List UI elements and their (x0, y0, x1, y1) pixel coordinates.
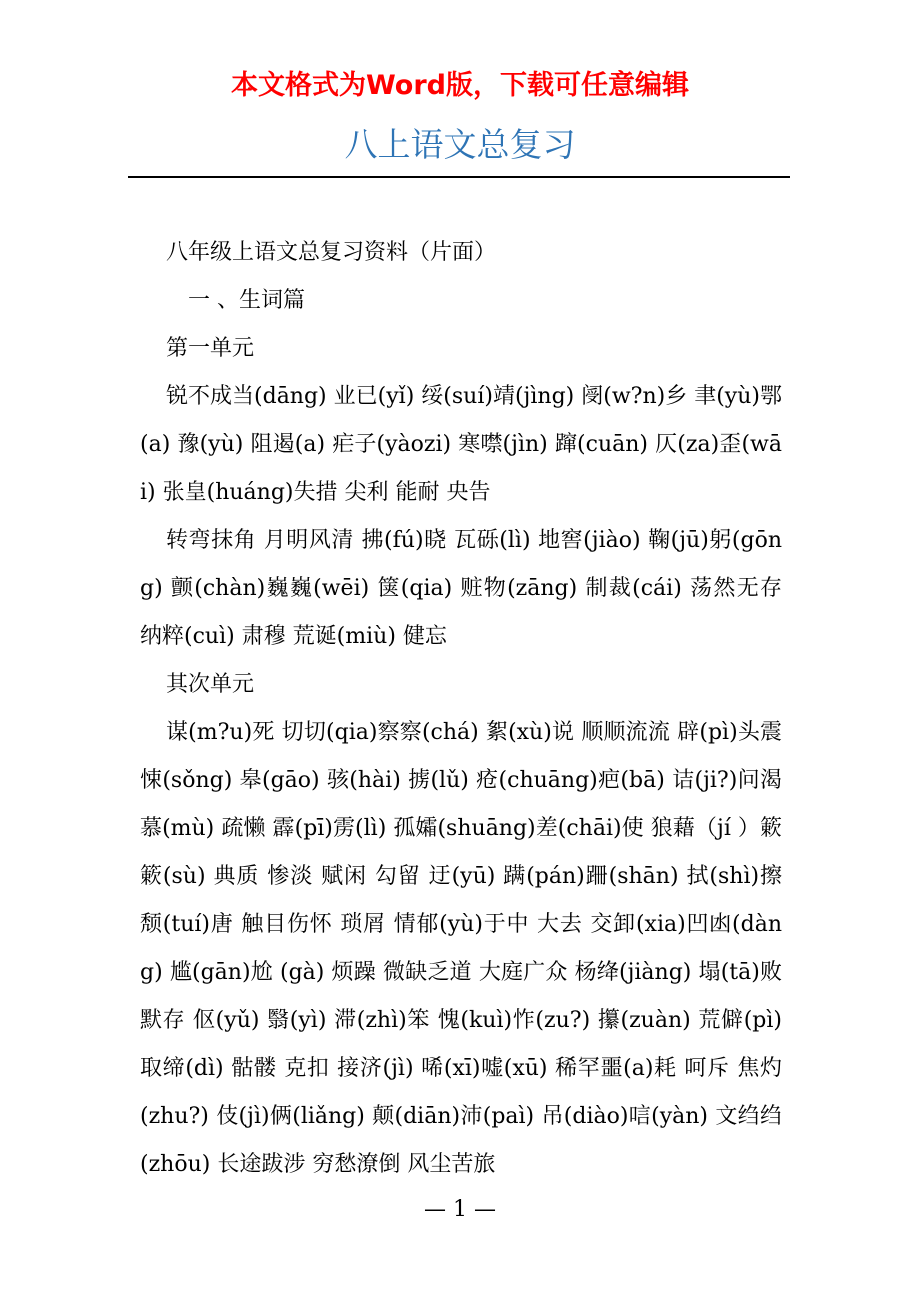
document-title: 八上语文总复习 (344, 125, 576, 164)
document-body (140, 229, 782, 1189)
title-divider (128, 176, 790, 178)
unit-two-heading: 其次单元 (166, 672, 255, 697)
unit-one-vocab-paragraph-1: 锐不成当(dāng) 业已(yǐ) 绥(suí)靖(jìng) 阌(w?n)乡 聿(yù)鄂(a) 豫(yù) 阻遏(a) 疟子(yàozi) 寒噤(jìn) 蹿(cuān) 仄(za)歪(wāi) 张皇(huáng)失措 尖利 能耐 央告 (140, 384, 782, 505)
unit-one-heading: 第一单元 (166, 336, 255, 361)
intro-line: 八年级上语文总复习资料（片面） (166, 240, 497, 265)
section-heading-vocabulary: 一 、生词篇 (188, 288, 305, 313)
page-number: — 1 — (424, 1197, 496, 1222)
format-notice: 本文格式为Word版，下载可任意编辑 (230, 70, 689, 101)
unit-one-vocab-paragraph-2: 转弯抹角 月明风清 拂(fú)晓 瓦砾(lì) 地窖(jiào) 鞠(jū)躬(gōng) 颤(chàn)巍巍(wēi) 箧(qia) 赃物(zāng) 制裁(cái) 荡然无存 纳粹(cuì) 肃穆 荒诞(miù) 健忘 (140, 528, 782, 649)
unit-two-vocab-paragraph: 谋(m?u)死 切切(qia)察察(chá) 絮(xù)说 顺顺流流 辟(pì)头震悚(sǒng) 皋(gāo) 骇(hài) 掳(lǔ) 疮(chuāng)疤(bā) 诘(ji?)问渴慕(mù) 疏懒 霹(pī)雳(lì) 孤孀(shuāng)差(chāi)使 狼藉（jí ）簌簌(sù) 典质 惨淡 赋闲 勾留 迂(yū) 蹒(pán)跚(shān) 拭(shì)擦 颓(tuí)唐 触目伤怀 琐屑 情郁(yù)于中 大去 交卸(xia)凹凼(dàng) 尴(gān)尬 (gà) 烦躁 微缺乏道 大庭广众 杨绛(jiàng) 塌(tā)败 默存 伛(yǔ) 翳(yì) 滞(zhì)笨 愧(kuì)怍(zu?) 攥(zuàn) 荒僻(pì) 取缔(dì) 骷髅 克扣 接济(jì) 唏(xī)嘘(xū) 稀罕噩(a)耗 呵斥 焦灼(zhu?) 伎(jì)俩(liǎng) 颠(diān)沛(paì) 吊(diào)唁(yàn) 文绉绉(zhōu) 长途跋涉 穷愁潦倒 风尘苦旅 (140, 720, 782, 1177)
